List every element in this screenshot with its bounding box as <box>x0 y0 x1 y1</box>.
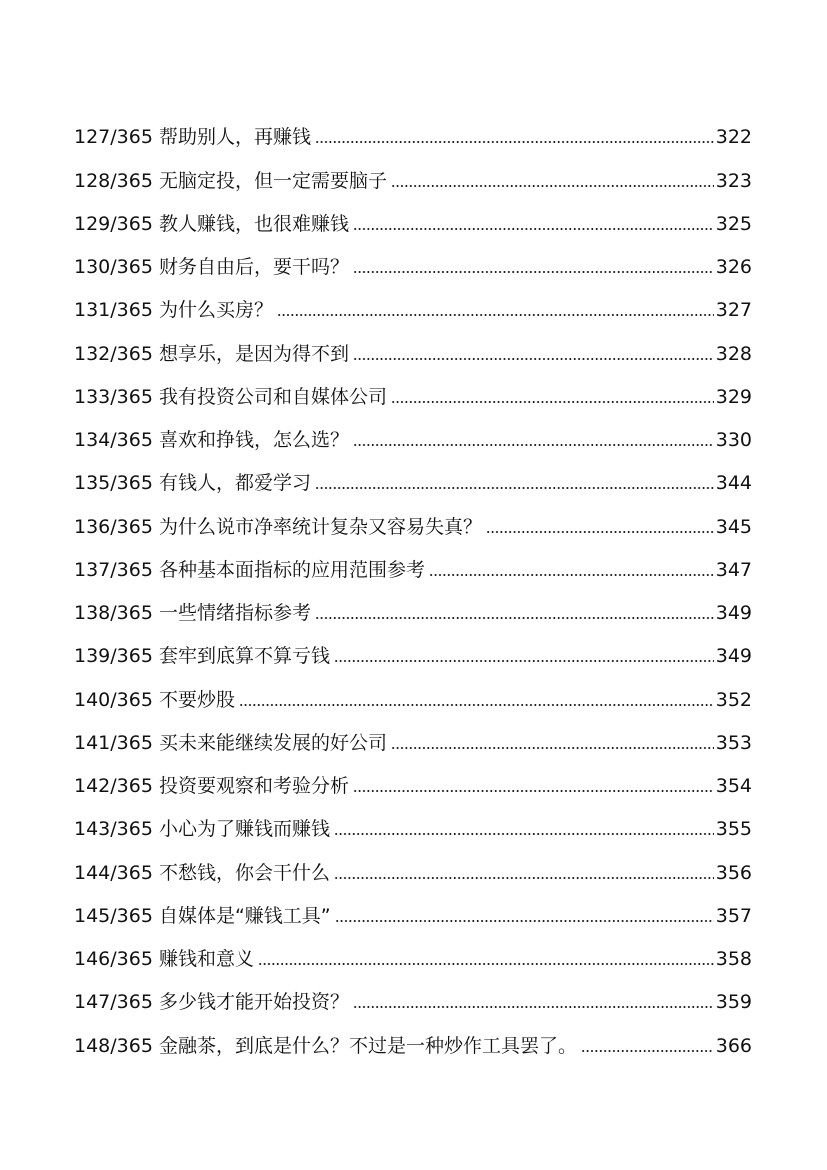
dot-leader <box>486 531 714 533</box>
toc-entry[interactable] <box>74 969 752 1012</box>
toc-entry-page-number: 327 <box>715 299 752 322</box>
toc-entry-number: 137/365 <box>74 558 153 581</box>
toc-entry-title: 小心为了赚钱而赚钱 <box>158 818 330 841</box>
toc-entry-label <box>74 647 332 666</box>
dot-leader <box>335 920 714 922</box>
dot-leader <box>315 617 714 619</box>
toc-entry-label <box>74 431 351 450</box>
dot-leader <box>239 704 714 706</box>
toc-entry-title: 一些情绪指标参考 <box>158 602 311 624</box>
toc-entry-page-number: 323 <box>715 169 752 192</box>
toc-entry-number: 138/365 <box>74 602 153 624</box>
toc-entry-page-number: 355 <box>715 818 752 841</box>
toc-entry-title: 无脑定投，但一定需要脑子 <box>158 169 387 192</box>
toc-entry-title: 有钱人，都爱学习 <box>158 472 311 495</box>
toc-entry-page-number: 352 <box>715 688 752 711</box>
toc-entry-title: 财务自由后，要干吗？ <box>158 256 349 278</box>
toc-entry-label <box>74 169 389 192</box>
toc-entry-label <box>74 993 351 1012</box>
toc-entry-page-number: 330 <box>715 429 752 451</box>
toc-entry-title: 我有投资公司和自媒体公司 <box>158 385 387 408</box>
toc-entry-number: 127/365 <box>74 126 153 149</box>
dot-leader <box>334 833 714 835</box>
toc-entry-title: 自媒体是“赚钱工具” <box>158 904 331 927</box>
toc-entry-page-number: 329 <box>715 385 752 408</box>
toc-entry-label <box>74 777 351 796</box>
toc-entry-page-number: 359 <box>715 991 752 1014</box>
dot-leader <box>353 1006 714 1008</box>
toc-entry-number: 134/365 <box>74 429 153 451</box>
toc-entry[interactable] <box>74 407 752 450</box>
toc-entry-label <box>74 820 332 839</box>
dot-leader <box>334 660 714 662</box>
toc-entry-title: 喜欢和挣钱，怎么选？ <box>158 429 349 451</box>
dot-leader <box>258 963 714 965</box>
toc-entry-label <box>74 731 389 754</box>
toc-entry-number: 128/365 <box>74 169 153 192</box>
toc-entry-page-number: 358 <box>715 948 752 970</box>
toc-entry-title: 为什么说市净率统计复杂又容易失真？ <box>158 515 482 538</box>
toc-entry-label <box>74 1034 579 1057</box>
toc-entry[interactable] <box>74 320 752 363</box>
toc-entry-page-number: 357 <box>715 904 752 927</box>
toc-entry[interactable] <box>74 623 752 666</box>
dot-leader <box>353 444 714 446</box>
toc-entry-title: 不要炒股 <box>158 688 235 711</box>
toc-entry-label <box>74 604 313 623</box>
toc-entry-page-number: 356 <box>715 861 752 884</box>
toc-entry-label <box>74 688 237 711</box>
dot-leader <box>315 141 714 143</box>
toc-entry[interactable] <box>74 753 752 796</box>
dot-leader <box>581 1050 714 1052</box>
toc-entry-title: 金融茶，到底是什么？不过是一种炒作工具罢了。 <box>158 1034 577 1057</box>
dot-leader <box>277 314 714 316</box>
toc-entry-page-number: 325 <box>715 212 752 235</box>
toc-entry-page-number: 366 <box>715 1034 752 1057</box>
toc-entry-label <box>74 474 313 493</box>
toc-entry[interactable] <box>74 191 752 234</box>
toc-entry[interactable] <box>74 277 752 320</box>
toc-entry[interactable] <box>74 147 752 190</box>
toc-entry-number: 132/365 <box>74 342 153 365</box>
toc-entry-label <box>74 515 484 538</box>
toc-entry[interactable] <box>74 839 752 882</box>
toc-entry[interactable] <box>74 710 752 753</box>
toc-entry-label <box>74 904 333 927</box>
toc-entry-page-number: 344 <box>715 472 752 495</box>
toc-entry-label <box>74 258 351 277</box>
toc-entry[interactable] <box>74 493 752 536</box>
toc-entry[interactable] <box>74 926 752 969</box>
toc-entry-number: 139/365 <box>74 645 153 668</box>
toc-entry-number: 141/365 <box>74 731 153 754</box>
toc-entry-title: 套牢到底算不算亏钱 <box>158 645 330 668</box>
toc-entry[interactable] <box>74 537 752 580</box>
toc-entry-number: 140/365 <box>74 688 153 711</box>
toc-entry-page-number: 353 <box>715 731 752 754</box>
toc-entry[interactable] <box>74 234 752 277</box>
toc-entry-label <box>74 301 275 320</box>
toc-entry-title: 帮助别人，再赚钱 <box>158 126 311 149</box>
toc-entry-label <box>74 128 313 147</box>
dot-leader <box>353 358 714 360</box>
toc-entry-title: 投资要观察和考验分析 <box>158 775 349 797</box>
toc-entry-page-number: 326 <box>715 256 752 278</box>
toc-entry-title: 各种基本面指标的应用范围参考 <box>158 558 425 581</box>
toc-entry[interactable] <box>74 450 752 493</box>
dot-leader <box>391 185 714 187</box>
toc-entry-label <box>74 212 351 235</box>
toc-entry[interactable] <box>74 580 752 623</box>
toc-entry-number: 130/365 <box>74 256 153 278</box>
toc-entry-page-number: 347 <box>715 558 752 581</box>
dot-leader <box>353 228 714 230</box>
toc-entry-number: 144/365 <box>74 861 153 884</box>
toc-entry-number: 131/365 <box>74 299 153 322</box>
toc-entry-page-number: 328 <box>715 342 752 365</box>
toc-entry-number: 146/365 <box>74 948 153 970</box>
toc-entry-title: 不愁钱，你会干什么 <box>158 861 330 884</box>
toc-entry-label <box>74 342 351 365</box>
toc-entry-number: 129/365 <box>74 212 153 235</box>
toc-entry-title: 买未来能继续发展的好公司 <box>158 731 387 754</box>
toc-entry-page-number: 345 <box>715 515 752 538</box>
dot-leader <box>353 790 714 792</box>
toc-entry[interactable] <box>74 1012 752 1055</box>
toc-entry-title: 赚钱和意义 <box>158 948 254 970</box>
toc-entry-title: 为什么买房？ <box>158 299 273 322</box>
toc-entry-title: 教人赚钱，也很难赚钱 <box>158 212 349 235</box>
toc-entry-label <box>74 950 256 969</box>
dot-leader <box>429 574 714 576</box>
dot-leader <box>315 487 714 489</box>
toc-entry-title: 想享乐，是因为得不到 <box>158 342 349 365</box>
dot-leader <box>353 271 714 273</box>
dot-leader <box>334 877 714 879</box>
toc-entry-number: 133/365 <box>74 385 153 408</box>
toc-entry-number: 147/365 <box>74 991 153 1014</box>
toc-entry-label <box>74 861 332 884</box>
toc-entry-number: 148/365 <box>74 1034 153 1057</box>
table-of-contents <box>74 104 752 1056</box>
toc-entry-page-number: 349 <box>715 602 752 624</box>
toc-entry-title: 多少钱才能开始投资？ <box>158 991 349 1014</box>
toc-entry-page-number: 349 <box>715 645 752 668</box>
toc-entry-label <box>74 558 427 581</box>
toc-entry-page-number: 354 <box>715 775 752 797</box>
toc-entry-number: 145/365 <box>74 904 153 927</box>
dot-leader <box>391 401 714 403</box>
toc-entry-number: 142/365 <box>74 775 153 797</box>
toc-entry[interactable] <box>74 364 752 407</box>
dot-leader <box>391 747 714 749</box>
toc-entry[interactable] <box>74 666 752 709</box>
toc-entry-number: 135/365 <box>74 472 153 495</box>
toc-entry[interactable] <box>74 796 752 839</box>
toc-entry[interactable] <box>74 104 752 147</box>
toc-entry-number: 136/365 <box>74 515 153 538</box>
toc-entry[interactable] <box>74 883 752 926</box>
toc-entry-page-number: 322 <box>715 126 752 149</box>
toc-entry-label <box>74 385 389 408</box>
toc-entry-number: 143/365 <box>74 818 153 841</box>
